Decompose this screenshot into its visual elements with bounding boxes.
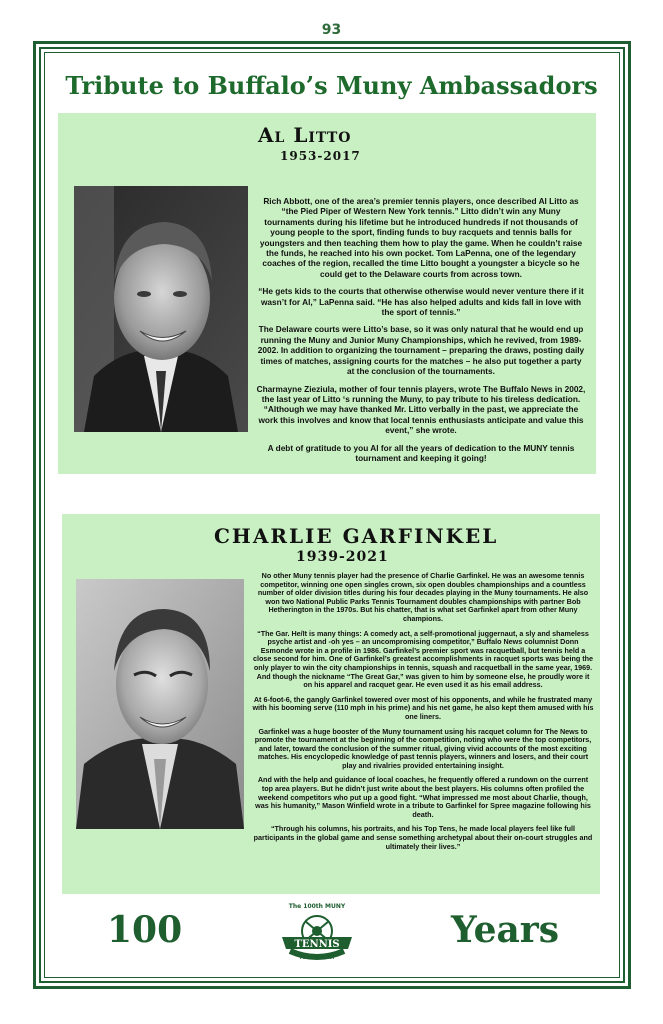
logo-top-text: The 100th MUNY	[288, 903, 346, 910]
portrait-photo-al-litto	[74, 186, 248, 432]
profile-years: 1953-2017	[280, 149, 361, 163]
page-number: 93	[321, 22, 342, 38]
profile-name: Al Litto	[258, 123, 352, 147]
bio-paragraph: And with the help and guidance of local coaches, he frequently offered a rundown on the current top area players. But he didn’t just write about the best players. His columns often profiled the weekend competitors who put up a good fight. “What impressed me most about Charlie, though, was his humanity,” Mason Winfield wrote in a tribute to Garfinkel for Spree magazine following his death.	[255, 775, 591, 819]
footer-100: 100	[107, 909, 183, 951]
bio-paragraph: “Through his columns, his portraits, and his Top Tens, he made local players feel like full participants in the global game and sense something archetypal about their on-court struggles and ultimately their lives.”	[253, 824, 593, 851]
bio-paragraph: No other Muny tennis player had the presence of Charlie Garfinkel. He was an awesome tennis competitor, winning one open singles crown, six open doubles championships and a countless number of older division titles during his four decades playing in the Muny tournaments. He also won two National Public Parks Tennis Tournament doubles championships with partner Bob Hetherington in the 1970s. But his chatter, that is what set Garfinkel apart from other Muny champions.	[257, 571, 589, 623]
bio-paragraph: Rich Abbott, one of the area’s premier tennis players, once described Al Litto as “the Pied Piper of Western New York tennis.” Litto didn’t win any Muny tournaments during his lifetime but he introduced hundreds if not thousands of young people to the sport, finding funds to buy racquets and tennis balls for youngsters and then teaching them how to play the game. When he couldn’t raise the funds, he reached into his own pocket. Tom LaPenna, one of the legendary coaches of the region, recalled the time Litto bought a youngster a bicycle so he could get to the Delaware courts from across town.	[259, 196, 583, 279]
profile-bio-charlie-garfinkel	[252, 572, 594, 857]
logo-main-text: TENNIS	[294, 939, 340, 950]
bio-paragraph: The Delaware courts were Litto’s base, so it was only natural that he would end up running the Muny and Junior Muny Championships, which he revived, from 1989-2002. In addition to organizing the tournament – preparing the draws, posting daily times of matches, assigning courts for the matches – he also put together a party at the conclusion of the tournaments.	[257, 324, 585, 377]
bio-paragraph: Garfinkel was a huge booster of the Muny tournament using his racquet column for The News to promote the tournament at the beginning of the competition, noting who were the top competitors, and later, toward the conclusion of the summer ritual, giving vivid accounts of the most exciting matches. His encyclopedic knowledge of past tennis players, winners and losers, and their court play and rivalries provided entertaining insight.	[254, 726, 592, 770]
bio-paragraph: “The Gar. He/It is many things: A comedy act, a self-promotional juggernaut, a sly and shameless psyche artist and -oh yes – an uncompromising competitor,” Buffalo News columnist Donn Esmonde wrote in a profile in 1986. Garfinkel’s premier sport was racquetball, but tennis held a close second for him. One of Garfinkel’s greatest accomplishments in racquet sports was being the only player to win the city championships in tennis, squash and racquetball in the same year, 1969. And though the nickname “The Great Gar,” was given to him by someone else, he proudly wore it on his apparel and racquet gear. He even used it as his email address.	[252, 628, 594, 690]
profile-name: CHARLIE GARFINKEL	[214, 524, 499, 548]
muny-tennis-logo	[278, 901, 356, 963]
page-title: Tribute to Buffalo’s Muny Ambassadors	[65, 71, 598, 100]
profile-bio-al-litto	[256, 196, 586, 470]
bio-paragraph: “He gets kids to the courts that otherwise otherwise would never venture there if it wasn’t for Al,” LaPenna said. “He has also helped adults and kids fall in love with the sport of tennis.”	[258, 286, 584, 318]
portrait-photo-charlie-garfinkel	[76, 579, 244, 829]
bio-paragraph: Charmayne Zieziula, mother of four tennis players, wrote The Buffalo News in 2002, the last year of Litto ‘s running the Muny, to pay tribute to his tireless dedication. “Although we may have thanked Mr. Litto verbally in the past, we appreciate the work this involves and know that local tennis enthusiasts anticipate and value this event,” she wrote.	[256, 383, 586, 436]
profile-years: 1939-2021	[296, 549, 389, 565]
bio-paragraph: A debt of gratitude to you Al for all the years of dedication to the MUNY tennis tournament and keeping it going!	[267, 442, 575, 463]
bio-paragraph: At 6-foot-6, the gangly Garfinkel towered over most of his opponents, and while he frustrated many with his booming serve (110 mph in his prime) and his net game, he also kept them amused with his one liners.	[252, 694, 594, 721]
footer-years: Years	[451, 909, 560, 951]
logo-bottom-text: TOURNAMENT	[299, 956, 335, 961]
